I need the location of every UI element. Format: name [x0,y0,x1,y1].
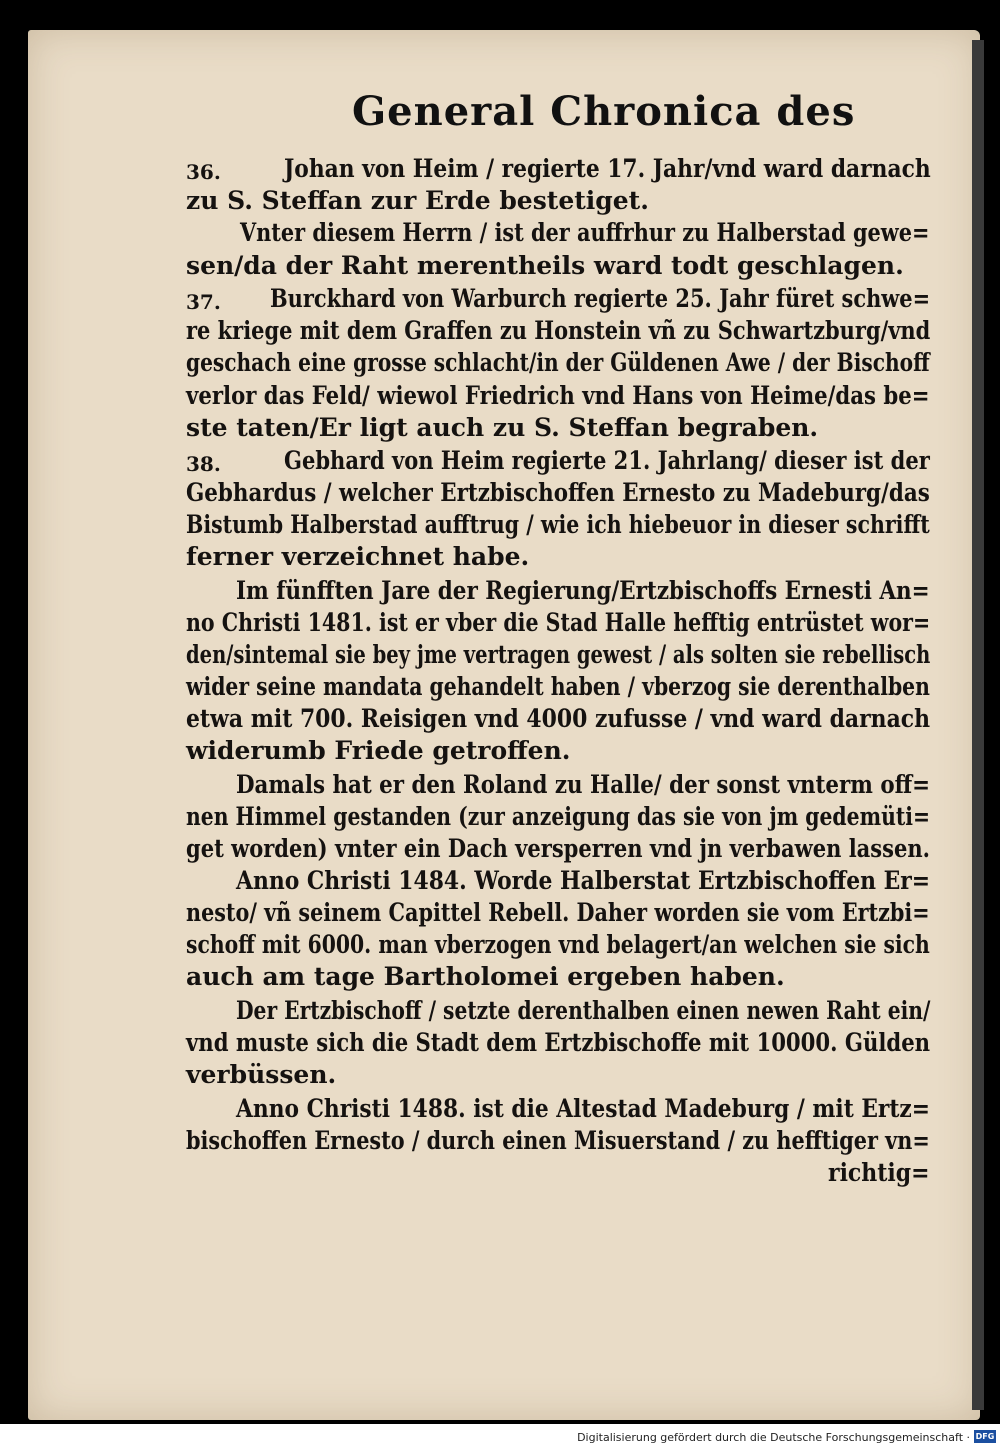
text-line: ste taten/Er ligt auch zu S. Steffan begraben. [186,413,819,442]
text-line: verlor das Feld/ wiewol Friedrich vnd Hans von Heime/das be= [186,381,930,410]
text-line: Bistumb Halberstad aufftrug / wie ich hiebeuor in dieser schrifft [186,510,930,539]
text-line: schoff mit 6000. man vberzogen vnd belagert/an welchen sie sich [186,930,930,959]
page-edge [972,40,984,1410]
entry-number: 37. [186,290,221,314]
running-title: General Chronica des [352,88,856,135]
text-line: widerumb Friede getroffen. [186,736,571,765]
catchword: richtig= [828,1158,930,1187]
text-line: Im fünfften Jare der Regierung/Ertzbischoffs Ernesti An= [236,576,930,605]
text-line: geschach eine grosse schlacht/in der Güldenen Awe / der Bischoff [186,348,930,377]
text-line: zu S. Steffan zur Erde bestetiget. [186,186,649,215]
text-line: bischoffen Ernesto / durch einen Misuerstand / zu hefftiger vn= [186,1126,930,1155]
text-line: sen/da der Raht merentheils ward todt geschlagen. [186,251,904,280]
text-line: re kriege mit dem Graffen zu Honstein vñ zu Schwartzburg/vnd [186,316,931,345]
text-line: verbüssen. [186,1060,337,1089]
text-line: Gebhard von Heim regierte 21. Jahrlang/ dieser ist der [284,446,930,475]
text-line: Gebhardus / welcher Ertzbischoffen Ernesto zu Madeburg/das [186,478,930,507]
text-line: vnd muste sich die Stadt dem Ertzbischoffe mit 10000. Gülden [186,1028,931,1057]
text-line: etwa mit 700. Reisigen vnd 4000 zufusse / vnd ward darnach [186,704,931,733]
text-line: ferner verzeichnet habe. [186,542,530,571]
entry-number: 36. [186,160,221,184]
text-line: no Christi 1481. ist er vber die Stad Halle hefftig entrüstet wor= [186,608,931,637]
text-line: nen Himmel gestanden (zur anzeigung das sie von jm gedemüti= [186,802,930,831]
text-line: Johan von Heim / regierte 17. Jahr/vnd ward darnach [284,154,931,183]
text-line: Der Ertzbischoff / setzte derenthalben einen newen Raht ein/ [236,996,931,1025]
text-line: nesto/ vñ seinem Capittel Rebell. Daher worden sie vom Ertzbi= [186,898,930,927]
entry-number: 38. [186,452,221,476]
text-line: Anno Christi 1488. ist die Altestad Madeburg / mit Ertz= [236,1094,930,1123]
text-line: auch am tage Bartholomei ergeben haben. [186,962,785,991]
text-line: Burckhard von Warburch regierte 25. Jahr füret schwe= [270,284,931,313]
text-line: Anno Christi 1484. Worde Halberstat Ertzbischoffen Er= [236,866,931,895]
dfg-logo: DFG [975,1432,995,1441]
text-line: Vnter diesem Herrn / ist der auffrhur zu Halberstad gewe= [240,218,930,247]
text-line: get worden) vnter ein Dach versperren vnd jn verbawen lassen. [186,834,930,863]
text-line: Damals hat er den Roland zu Halle/ der sonst vnterm off= [236,770,931,799]
text-line: den/sintemal sie bey jme vertragen gewest / als solten sie rebellisch [186,640,931,669]
text-line: wider seine mandata gehandelt haben / vberzog sie derenthalben [186,672,930,701]
footer-credit: Digitalisierung gefördert durch die Deutsche Forschungsgemeinschaft · [577,1431,970,1444]
